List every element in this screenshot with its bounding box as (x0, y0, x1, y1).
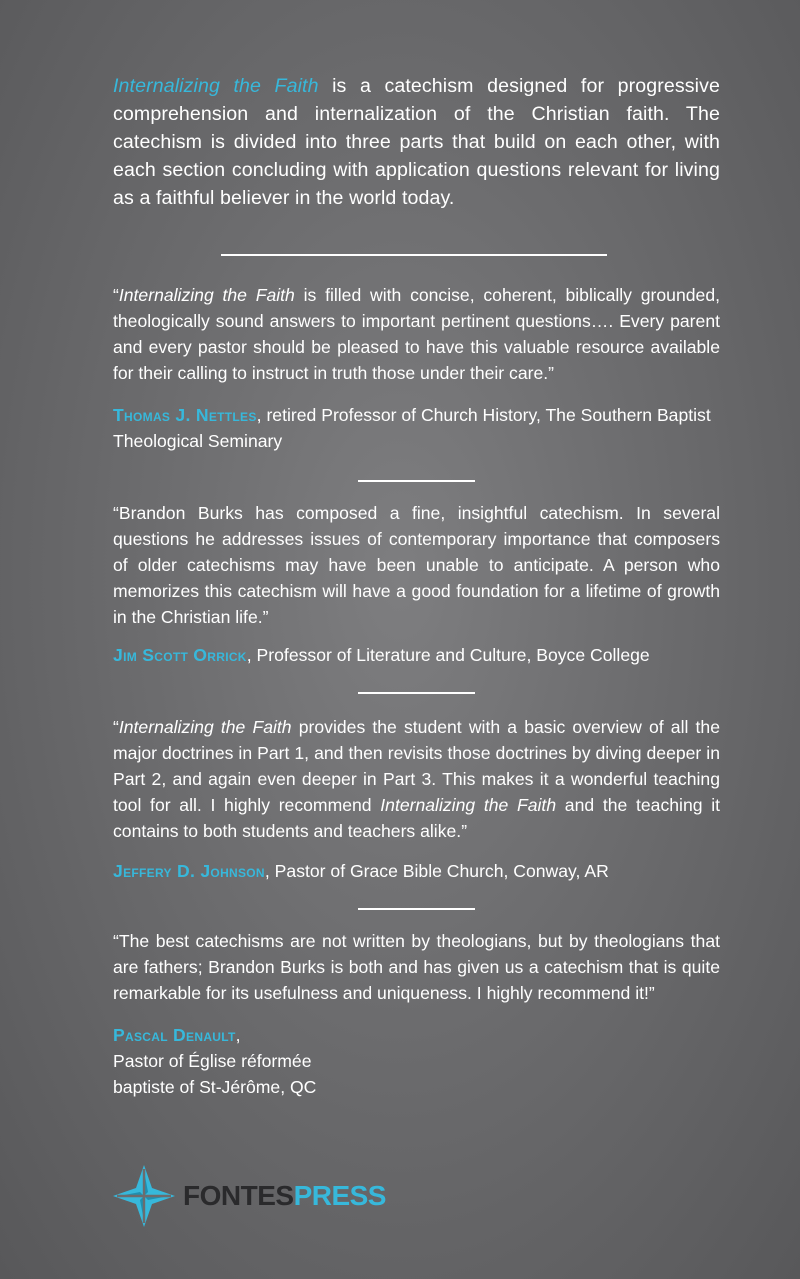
description-text: is a catechism designed for progressive comprehension and internalization of the Christian faith. The catechism is divided into three parts that build on each other, with each section concluding with application questions relevant for living as a faithful believer in the world today. (113, 75, 720, 209)
endorsement-attribution-2 (113, 642, 720, 668)
endorser-role: , Pastor of Grace Bible Church, Conway, AR (264, 861, 609, 881)
endorser-role: , Professor of Literature and Culture, Boyce College (246, 645, 650, 665)
divider (358, 480, 475, 482)
book-description (113, 72, 720, 212)
endorsement-quote-1: “Internalizing the Faith is filled with concise, coherent, biblically grounded, theologically sound answers to important pertinent questions…. Every parent and every pastor should be pleased to have this valuable resource available for their calling to instruct in truth those under their care.” (113, 285, 720, 383)
endorser-name: Pascal Denault (113, 1025, 236, 1045)
endorsement-attribution-1 (113, 402, 720, 454)
endorser-name: Jeffery D. Johnson (113, 861, 265, 881)
endorser-role-line-1: Pastor of Église réformée (113, 1051, 312, 1071)
endorsement-quote-2: “Brandon Burks has composed a fine, insightful catechism. In several questions he addresses issues of contemporary importance that composers of older catechisms may have been unable to anticipate. A person who memorizes this catechism will have a good foundation for a lifetime of growth in the Christian life.” (113, 503, 720, 627)
endorsement-quote-3: “Internalizing the Faith provides the student with a basic overview of all the major doctrines in Part 1, and then revisits those doctrines by diving deeper in Part 2, and again even deeper in Part 3. This makes it a wonderful teaching tool for all. I highly recommend Internalizing the Faith and the teaching it contains to both students and teachers alike.” (113, 717, 720, 841)
quoted-book-title: Internalizing the Faith (118, 717, 292, 737)
quoted-book-title: Internalizing the Faith (380, 795, 557, 815)
divider (358, 692, 475, 694)
cross-compass-icon (113, 1165, 175, 1227)
endorsement-attribution-3 (113, 858, 720, 884)
endorser-role: , retired Professor of Church History, The Southern Baptist Theological Seminary (113, 405, 711, 451)
divider (358, 908, 475, 910)
endorser-role-line-2: baptiste of St-Jérôme, QC (113, 1077, 317, 1097)
book-title: Internalizing the Faith (113, 75, 319, 97)
section-divider (221, 254, 607, 256)
endorsement-quote-4: “The best catechisms are not written by theologians, but by theologians that are fathers; Brandon Burks is both and has given us a catechism that is quite remarkable for its usefulness and uniqueness. I highly recommend it!” (113, 931, 720, 1003)
publisher-logo (113, 1165, 386, 1227)
endorser-name: Thomas J. Nettles (113, 405, 257, 425)
back-cover-content (113, 72, 720, 1100)
endorser-name: Jim Scott Orrick (113, 645, 247, 665)
publisher-name: FONTESPRESS (183, 1180, 386, 1211)
quoted-book-title: Internalizing the Faith (118, 285, 295, 305)
endorsement-attribution-4: Pascal Denault, Pastor of Église réformée baptiste of St-Jérôme, QC (113, 1025, 317, 1097)
